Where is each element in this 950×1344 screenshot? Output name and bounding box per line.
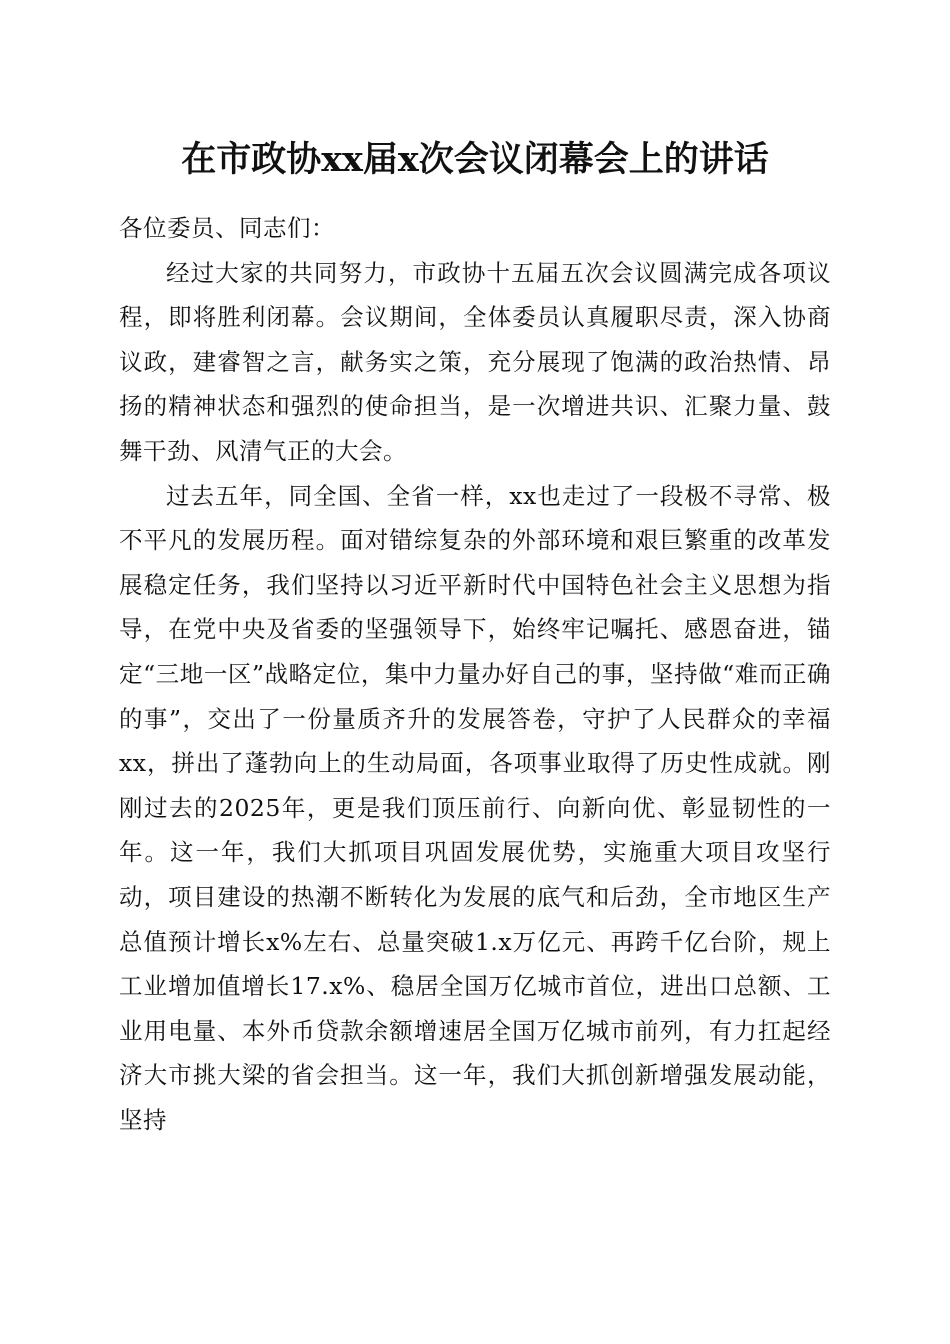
document-body — [119, 206, 831, 1142]
paragraph-2: 过去五年，同全国、全省一样，xx也走过了一段极不寻常、极不平凡的发展历程。面对错综复杂的外部环境和艰巨繁重的改革发展稳定任务，我们坚持以习近平新时代中国特色社会主义思想为指导，在党中央及省委的坚强领导下，始终牢记嘱托、感恩奋进，锚定“三地一区”战略定位，集中力量办好自己的事，坚持做“难而正确的事”，交出了一份量质齐升的发展答卷，守护了人民群众的幸福xx，拼出了蓬勃向上的生动局面，各项事业取得了历史性成就。刚刚过去的2025年，更是我们顶压前行、向新向优、彰显韧性的一年。这一年，我们大抓项目巩固发展优势，实施重大项目攻坚行动，项目建设的热潮不断转化为发展的底气和后劲，全市地区生产总值预计增长x%左右、总量突破1.x万亿元、再跨千亿台阶，规上工业增加值增长17.x%、稳居全国万亿城市首位，进出口总额、工业用电量、本外币贷款余额增速居全国万亿城市前列，有力扛起经济大市挑大梁的省会担当。这一年，我们大抓创新增强发展动能，坚持 — [119, 481, 831, 1134]
document-title: 在市政协xx届x次会议闭幕会上的讲话 — [181, 139, 769, 180]
salutation: 各位委员、同志们： — [119, 214, 335, 242]
paragraph-1: 经过大家的共同努力，市政协十五届五次会议圆满完成各项议程，即将胜利闭幕。会议期间，全体委员认真履职尽责，深入协商议政，建睿智之言，献务实之策，充分展现了饱满的政治热情、昂扬的精神状态和强烈的使命担当，是一次增进共识、汇聚力量、鼓舞干劲、风清气正的大会。 — [119, 258, 831, 465]
